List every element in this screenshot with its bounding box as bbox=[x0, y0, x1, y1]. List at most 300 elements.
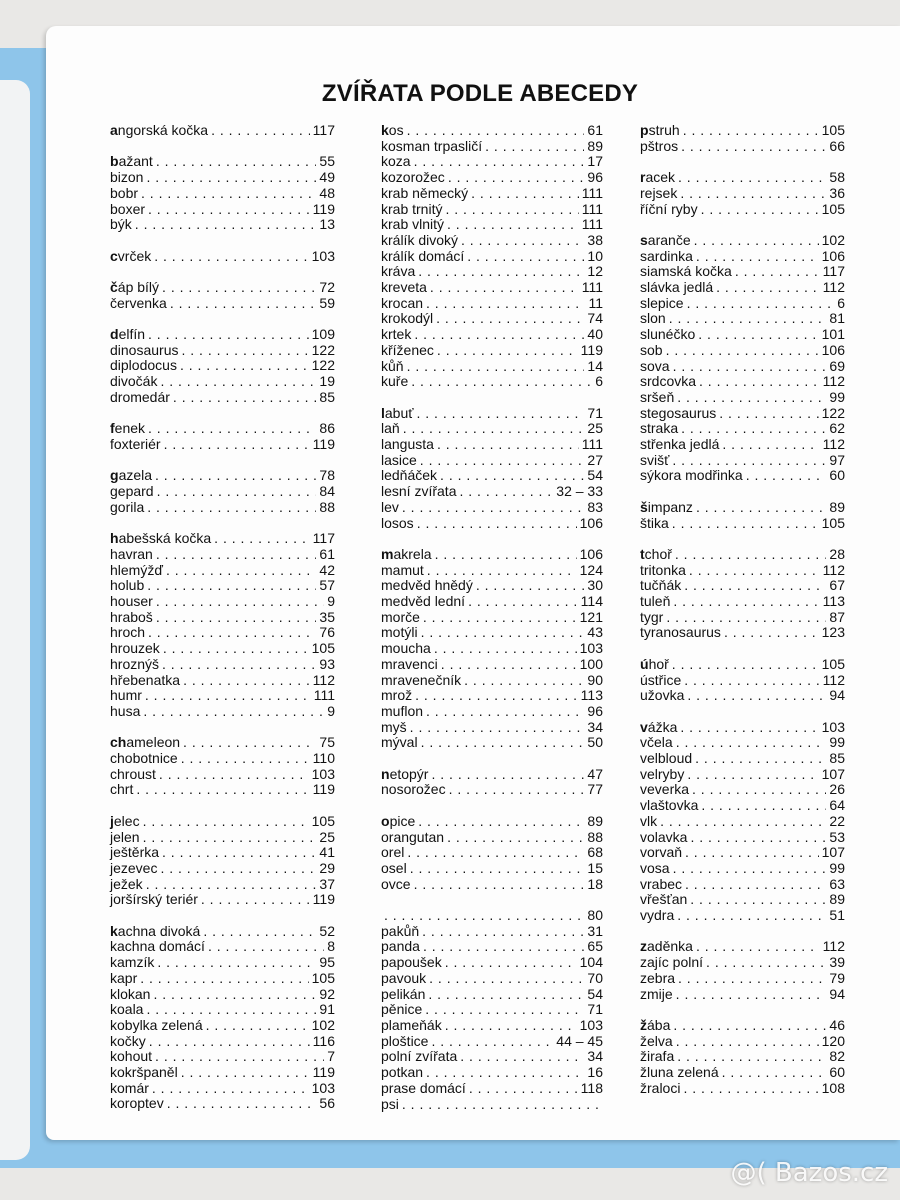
dot-leader bbox=[402, 500, 585, 516]
animal-name: mravenečník bbox=[381, 671, 462, 688]
index-entry bbox=[640, 1018, 845, 1034]
animal-name: krab trnitý bbox=[381, 200, 443, 217]
page-number: 105 bbox=[311, 640, 335, 657]
index-entry bbox=[110, 892, 335, 908]
animal-name: angorská kočka bbox=[110, 122, 209, 138]
index-entry bbox=[381, 343, 603, 359]
page-number: 38 bbox=[587, 231, 603, 248]
page-number: 103 bbox=[821, 718, 845, 735]
index-group bbox=[110, 154, 335, 233]
index-entry bbox=[110, 390, 335, 406]
page-number: 124 bbox=[579, 561, 603, 578]
index-entry bbox=[640, 123, 845, 139]
page-number: 116 bbox=[312, 1032, 335, 1049]
animal-name: lev bbox=[381, 498, 399, 515]
page-number: 105 bbox=[821, 200, 845, 217]
page-number: 102 bbox=[311, 1016, 335, 1033]
dot-leader bbox=[148, 327, 309, 343]
animal-name: sova bbox=[640, 357, 670, 374]
dot-leader bbox=[421, 625, 585, 641]
dot-leader bbox=[156, 547, 317, 563]
animal-name: volavka bbox=[640, 828, 688, 845]
dot-leader bbox=[672, 453, 826, 469]
animal-name: hřebenatka bbox=[110, 671, 181, 688]
animal-name: úhoř bbox=[640, 655, 669, 672]
dot-leader bbox=[692, 782, 826, 798]
page-number: 44 – 45 bbox=[556, 1032, 603, 1049]
page-number: 119 bbox=[312, 781, 335, 798]
page-number: 90 bbox=[587, 671, 603, 688]
page-number: 65 bbox=[587, 938, 603, 955]
index-entry bbox=[110, 688, 335, 704]
page-number: 88 bbox=[587, 828, 603, 845]
dot-leader bbox=[164, 437, 310, 453]
index-entry bbox=[110, 830, 335, 846]
dot-leader bbox=[684, 578, 826, 594]
dot-leader bbox=[407, 359, 585, 375]
page-number: 97 bbox=[829, 451, 845, 468]
dot-leader bbox=[428, 987, 584, 1003]
index-entry bbox=[110, 437, 335, 453]
page-number: 9 bbox=[327, 702, 335, 719]
animal-name: bizon bbox=[110, 169, 144, 186]
dot-leader bbox=[687, 688, 826, 704]
page-number: 112 bbox=[822, 938, 845, 955]
page-number: 112 bbox=[822, 373, 845, 390]
dot-leader bbox=[410, 861, 585, 877]
index-entry bbox=[640, 578, 845, 594]
animal-name: vážka bbox=[640, 718, 678, 735]
page-number: 93 bbox=[319, 655, 335, 672]
page-number: 119 bbox=[580, 341, 603, 358]
index-entry bbox=[110, 202, 335, 218]
index-group bbox=[640, 1018, 845, 1097]
page-number: 6 bbox=[595, 373, 603, 390]
dot-leader bbox=[417, 406, 585, 422]
index-group bbox=[110, 468, 335, 515]
page-number: 14 bbox=[587, 357, 603, 374]
page-number: 39 bbox=[829, 954, 845, 971]
page-number: 111 bbox=[581, 279, 603, 296]
dot-leader bbox=[206, 1018, 309, 1034]
animal-name: klokan bbox=[110, 985, 151, 1002]
page-number: 105 bbox=[311, 969, 335, 986]
dot-leader bbox=[411, 374, 592, 390]
index-entry bbox=[381, 720, 603, 736]
animal-name: mrož bbox=[381, 687, 413, 704]
index-entry bbox=[381, 814, 603, 830]
animal-name: siamská kočka bbox=[640, 263, 732, 280]
animal-name: kočky bbox=[110, 1032, 146, 1049]
page-number: 27 bbox=[587, 451, 603, 468]
animal-name: kříženec bbox=[381, 341, 434, 358]
index-entry bbox=[640, 249, 845, 265]
dot-leader bbox=[146, 1002, 316, 1018]
animal-name: pelikán bbox=[381, 985, 426, 1002]
dot-leader bbox=[467, 249, 584, 265]
index-entry bbox=[640, 782, 845, 798]
page-number: 106 bbox=[821, 341, 845, 358]
page-number: 99 bbox=[829, 859, 845, 876]
animal-name: gorila bbox=[110, 498, 145, 515]
page-number: 9 bbox=[327, 592, 335, 609]
page-number: 77 bbox=[587, 781, 603, 798]
dot-leader bbox=[414, 877, 585, 893]
animal-name: dinosaurus bbox=[110, 341, 179, 358]
index-entry bbox=[381, 327, 603, 343]
page-number: 122 bbox=[311, 341, 335, 358]
dot-leader bbox=[685, 877, 826, 893]
dot-leader bbox=[147, 578, 316, 594]
index-entry bbox=[110, 154, 335, 170]
page-number: 94 bbox=[829, 687, 845, 704]
index-entry bbox=[381, 1049, 603, 1065]
dot-leader bbox=[681, 421, 826, 437]
index-entry bbox=[640, 327, 845, 343]
index-entry bbox=[381, 186, 603, 202]
animal-name: habešská kočka bbox=[110, 530, 212, 547]
dot-leader bbox=[683, 1081, 818, 1097]
index-column-2 bbox=[381, 123, 603, 1128]
index-entry bbox=[110, 531, 335, 547]
dot-leader bbox=[672, 516, 819, 532]
animal-name: červenka bbox=[110, 294, 167, 311]
animal-name: slepice bbox=[640, 294, 684, 311]
index-column-3 bbox=[640, 123, 845, 1112]
index-entry bbox=[381, 987, 603, 1003]
index-entry bbox=[110, 123, 335, 139]
animal-name: delfín bbox=[110, 326, 146, 343]
animal-name: koza bbox=[381, 153, 411, 170]
index-group bbox=[110, 924, 335, 1112]
page-number: 89 bbox=[829, 498, 845, 515]
animal-name: potkan bbox=[381, 1064, 424, 1081]
index-group bbox=[640, 123, 845, 154]
dot-leader bbox=[430, 280, 579, 296]
animal-name: pavouk bbox=[381, 969, 427, 986]
index-entry bbox=[110, 971, 335, 987]
dot-leader bbox=[696, 500, 826, 516]
page-number: 41 bbox=[319, 844, 335, 861]
dot-leader bbox=[677, 908, 826, 924]
dot-leader bbox=[148, 421, 316, 437]
animal-name: chobotnice bbox=[110, 750, 178, 766]
index-entry bbox=[110, 673, 335, 689]
animal-name: šimpanz bbox=[640, 498, 693, 515]
animal-name: chameleon bbox=[110, 734, 181, 751]
page-number: 112 bbox=[822, 561, 845, 578]
index-entry bbox=[640, 594, 845, 610]
page-number: 88 bbox=[319, 498, 335, 515]
index-entry bbox=[640, 421, 845, 437]
page-number: 111 bbox=[581, 216, 603, 233]
index-group bbox=[640, 547, 845, 641]
index-entry bbox=[110, 374, 335, 390]
index-entry bbox=[381, 1081, 603, 1097]
animal-name: hraboš bbox=[110, 608, 153, 625]
animal-name: krtek bbox=[381, 326, 412, 343]
index-entry bbox=[110, 751, 335, 767]
animal-name: užovka bbox=[640, 687, 685, 704]
dot-leader bbox=[208, 939, 324, 955]
page-number: 106 bbox=[821, 247, 845, 264]
index-entry bbox=[640, 170, 845, 186]
dot-leader bbox=[155, 1049, 324, 1065]
animal-name: tuleň bbox=[640, 593, 671, 610]
index-entry bbox=[381, 704, 603, 720]
animal-name: lesní zvířata bbox=[381, 483, 457, 500]
page-number: 32 – 33 bbox=[556, 483, 603, 500]
dot-leader bbox=[155, 468, 316, 484]
page-number: 122 bbox=[821, 404, 845, 421]
page-number: 103 bbox=[311, 765, 335, 782]
dot-leader bbox=[170, 296, 317, 312]
page-number: 113 bbox=[822, 593, 845, 610]
page-number: 103 bbox=[579, 1017, 603, 1033]
index-entry bbox=[640, 1034, 845, 1050]
page-number: 83 bbox=[587, 498, 603, 515]
page-number: 51 bbox=[829, 907, 845, 924]
page-number: 56 bbox=[319, 1095, 335, 1112]
index-entry bbox=[640, 767, 845, 783]
dot-leader bbox=[464, 673, 584, 689]
index-group bbox=[110, 249, 335, 265]
dot-leader bbox=[162, 845, 316, 861]
index-entry bbox=[640, 1065, 845, 1081]
animal-name: štika bbox=[640, 514, 669, 531]
animal-name: srdcovka bbox=[640, 373, 697, 390]
page-number: 105 bbox=[821, 122, 845, 138]
dot-leader bbox=[441, 657, 577, 673]
page-number: 28 bbox=[829, 545, 845, 562]
index-entry bbox=[640, 280, 845, 296]
page-number: 99 bbox=[829, 734, 845, 751]
page-number: 17 bbox=[587, 153, 603, 170]
animal-name: vlk bbox=[640, 812, 658, 829]
index-entry bbox=[381, 500, 603, 516]
index-entry bbox=[381, 657, 603, 673]
index-entry bbox=[110, 939, 335, 955]
dot-leader bbox=[447, 830, 584, 846]
index-entry bbox=[381, 563, 603, 579]
index-entry bbox=[640, 908, 845, 924]
index-entry bbox=[381, 280, 603, 296]
page-number: 76 bbox=[319, 624, 335, 641]
animal-name: holub bbox=[110, 577, 145, 594]
dot-leader bbox=[384, 908, 584, 924]
dot-leader bbox=[173, 390, 317, 406]
index-entry bbox=[640, 1081, 845, 1097]
animal-name: ovce bbox=[381, 875, 411, 892]
dot-leader bbox=[706, 955, 826, 971]
animal-name: laň bbox=[381, 420, 400, 437]
page-number: 13 bbox=[319, 216, 335, 233]
index-entry bbox=[640, 343, 845, 359]
animal-name: mravenci bbox=[381, 655, 438, 672]
animal-name: krocan bbox=[381, 294, 424, 311]
dot-leader bbox=[434, 641, 577, 657]
index-entry bbox=[640, 939, 845, 955]
index-entry bbox=[640, 390, 845, 406]
animal-name: vosa bbox=[640, 859, 670, 876]
animal-name: gepard bbox=[110, 483, 154, 500]
page-number: 85 bbox=[319, 388, 335, 405]
index-entry bbox=[381, 1002, 603, 1018]
index-entry bbox=[381, 1034, 603, 1050]
page-number: 66 bbox=[829, 137, 845, 154]
dot-leader bbox=[445, 955, 577, 971]
dot-leader bbox=[673, 359, 827, 375]
dot-leader bbox=[148, 202, 310, 218]
dot-leader bbox=[437, 437, 579, 453]
watermark: @( Bazos.cz bbox=[730, 1158, 888, 1188]
page-number: 99 bbox=[829, 388, 845, 405]
animal-name: pstruh bbox=[640, 122, 680, 138]
dot-leader bbox=[160, 374, 316, 390]
index-group bbox=[640, 500, 845, 531]
dot-leader bbox=[429, 971, 584, 987]
page-number: 29 bbox=[319, 859, 335, 876]
dot-leader bbox=[449, 782, 585, 798]
animal-name: saranče bbox=[640, 231, 691, 248]
dot-leader bbox=[415, 688, 578, 704]
dot-leader bbox=[414, 327, 584, 343]
index-entry bbox=[640, 892, 845, 908]
animal-name: havran bbox=[110, 545, 153, 562]
animal-name: ledňáček bbox=[381, 467, 438, 484]
animal-name: zajíc polní bbox=[640, 954, 704, 971]
animal-name: makrela bbox=[381, 545, 432, 562]
dot-leader bbox=[719, 406, 818, 422]
index-entry bbox=[381, 782, 603, 798]
dot-leader bbox=[675, 547, 827, 563]
page-number: 11 bbox=[588, 294, 603, 311]
animal-name: veverka bbox=[640, 781, 690, 798]
index-entry bbox=[381, 123, 603, 139]
dot-leader bbox=[716, 280, 820, 296]
dot-leader bbox=[677, 390, 826, 406]
page-number: 117 bbox=[822, 263, 845, 280]
animal-name: sardinka bbox=[640, 247, 693, 264]
index-entry bbox=[110, 170, 335, 186]
index-entry bbox=[640, 500, 845, 516]
animal-name: říční ryby bbox=[640, 200, 698, 217]
dot-leader bbox=[147, 500, 316, 516]
animal-name: svišť bbox=[640, 451, 670, 468]
dot-leader bbox=[676, 735, 827, 751]
dot-leader bbox=[420, 453, 585, 469]
animal-name: ježek bbox=[110, 875, 143, 892]
page-number: 74 bbox=[587, 310, 603, 327]
index-entry bbox=[640, 610, 845, 626]
index-entry bbox=[381, 1065, 603, 1081]
dot-leader bbox=[407, 845, 584, 861]
dot-leader bbox=[162, 657, 316, 673]
page-number: 91 bbox=[319, 1001, 335, 1018]
animal-name: husa bbox=[110, 702, 141, 719]
page-number: 54 bbox=[587, 985, 603, 1002]
index-entry bbox=[381, 641, 603, 657]
index-entry bbox=[110, 594, 335, 610]
index-entry bbox=[640, 468, 845, 484]
page-number: 112 bbox=[822, 671, 845, 688]
animal-name: medvěd hnědý bbox=[381, 577, 473, 594]
dot-leader bbox=[701, 202, 819, 218]
animal-name: býk bbox=[110, 216, 132, 233]
dot-leader bbox=[459, 484, 553, 500]
page-number: 101 bbox=[821, 326, 845, 343]
animal-name: lasice bbox=[381, 451, 417, 468]
page-number: 34 bbox=[587, 1048, 603, 1065]
page-number: 26 bbox=[829, 781, 845, 798]
animal-name: jelen bbox=[110, 828, 140, 845]
animal-name: dromedár bbox=[110, 388, 170, 405]
animal-name: kreveta bbox=[381, 279, 427, 296]
page-number: 103 bbox=[311, 247, 335, 264]
index-entry bbox=[381, 170, 603, 186]
animal-name: morče bbox=[381, 608, 420, 625]
index-entry bbox=[640, 720, 845, 736]
animal-name: zaděnka bbox=[640, 938, 693, 955]
index-entry bbox=[110, 924, 335, 940]
page-number: 40 bbox=[587, 326, 603, 343]
dot-leader bbox=[423, 939, 584, 955]
index-group bbox=[110, 531, 335, 719]
dot-leader bbox=[669, 311, 827, 327]
animal-name: hlemýžď bbox=[110, 561, 163, 578]
dot-leader bbox=[678, 971, 826, 987]
dot-leader bbox=[701, 798, 826, 814]
index-entry bbox=[110, 280, 335, 296]
index-entry bbox=[110, 1034, 335, 1050]
index-entry bbox=[640, 830, 845, 846]
index-entry bbox=[381, 877, 603, 893]
page-number: 25 bbox=[587, 420, 603, 437]
index-entry bbox=[381, 673, 603, 689]
index-entry bbox=[110, 217, 335, 233]
animal-name: koala bbox=[110, 1001, 144, 1018]
page-number: 111 bbox=[581, 184, 603, 201]
animal-name: papoušek bbox=[381, 954, 442, 971]
index-entry bbox=[110, 186, 335, 202]
page-number: 120 bbox=[821, 1032, 845, 1049]
dot-leader bbox=[680, 186, 826, 202]
animal-name: medvěd lední bbox=[381, 593, 466, 610]
page-number: 119 bbox=[312, 891, 335, 908]
index-entry bbox=[110, 1081, 335, 1097]
index-entry bbox=[110, 1018, 335, 1034]
page-number: 85 bbox=[829, 750, 845, 767]
index-group bbox=[110, 814, 335, 908]
index-group bbox=[640, 657, 845, 704]
animal-name: plameňák bbox=[381, 1017, 442, 1033]
animal-name: tyranosaurus bbox=[640, 624, 721, 641]
index-group bbox=[381, 547, 603, 751]
index-entry bbox=[110, 767, 335, 783]
index-entry bbox=[110, 563, 335, 579]
index-entry bbox=[640, 311, 845, 327]
page-number: 105 bbox=[821, 514, 845, 531]
animal-name: ploštice bbox=[381, 1032, 429, 1049]
page-number: 59 bbox=[319, 294, 335, 311]
animal-name: kos bbox=[381, 122, 404, 138]
dot-leader bbox=[476, 578, 585, 594]
page-number: 54 bbox=[587, 467, 603, 484]
animal-name: labuť bbox=[381, 404, 414, 421]
index-entry bbox=[110, 500, 335, 516]
animal-name: polní zvířata bbox=[381, 1048, 458, 1065]
index-entry bbox=[640, 374, 845, 390]
